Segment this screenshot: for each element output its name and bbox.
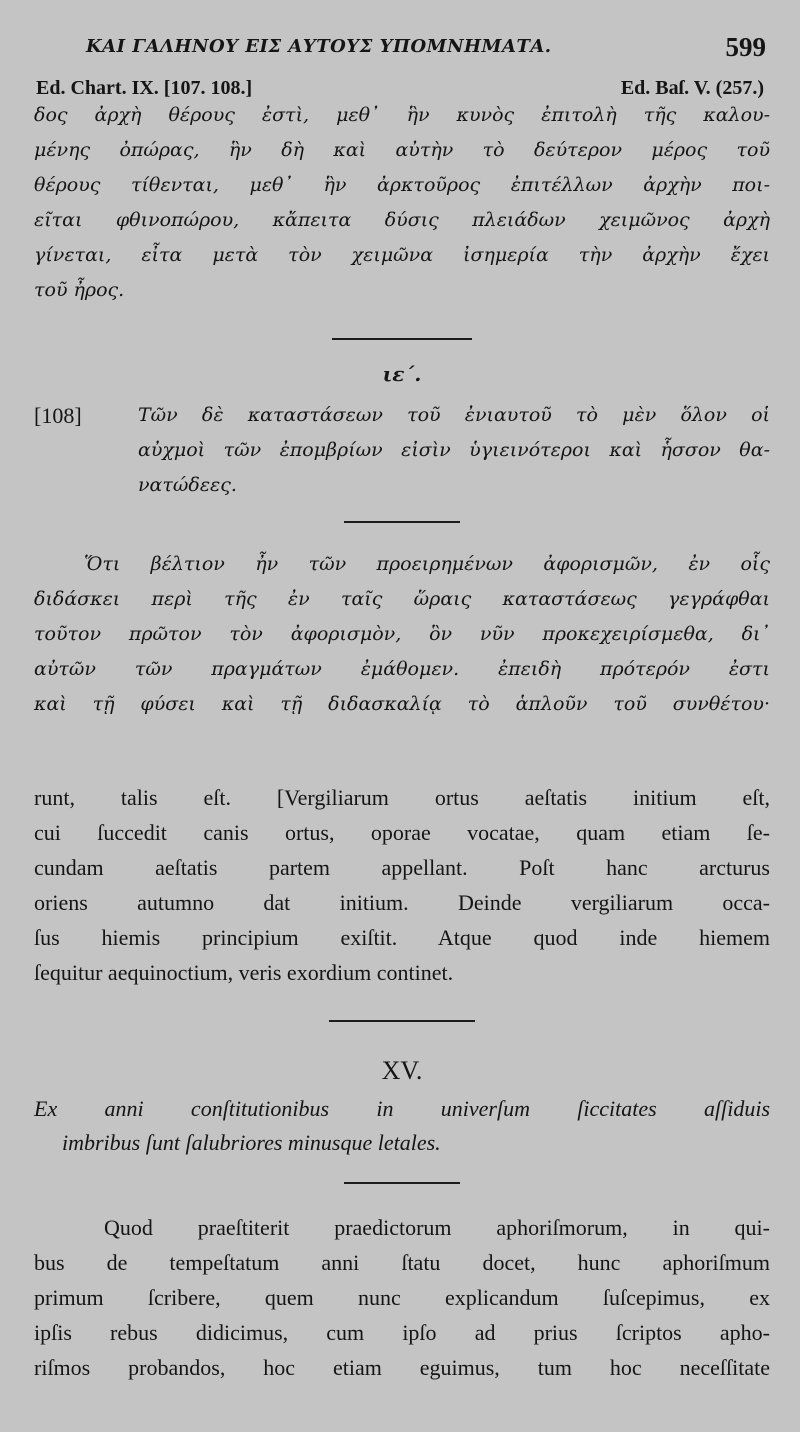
text-line: νατώδεες. — [138, 474, 237, 496]
text-line: Quod praeſtiterit praedictorum aphoriſmorum, in qui- — [104, 1215, 770, 1240]
text-line: εῖται φθινοπώρου, κἄπειτα δύσις πλειάδων χειμῶνος ἀρχὴ — [34, 209, 770, 231]
text-line: cui ſuccedit canis ortus, oporae vocatae, quam etiam ſe- — [34, 820, 770, 845]
page-number: 599 — [725, 32, 766, 62]
text-line: riſmos probandos, hoc etiam eguimus, tum hoc neceſſitate — [34, 1355, 770, 1380]
text-line: ſequitur aequinoctium, veris exordium continet. — [34, 960, 454, 985]
latin-section-number: XV. — [381, 1056, 423, 1085]
text-line: Τῶν δὲ καταστάσεων τοῦ ἐνιαυτοῦ τὸ μὲν ὅλον οἱ — [138, 404, 770, 426]
text-line: δος ἀρχὴ θέρους ἐστὶ, μεθ᾽ ἣν κυνὸς ἐπιτολὴ τῆς καλου- — [34, 104, 770, 126]
text-line: Ὅτι βέλτιον ἦν τῶν προειρημένων ἀφορισμῶν, ἐν οἷς — [84, 553, 770, 575]
section-divider — [332, 338, 472, 340]
text-line: τοῦ ἦρος. — [34, 279, 125, 301]
text-line: διδάσκει περὶ τῆς ἐν ταῖς ὥραις καταστάσεως γεγράφθαι — [34, 588, 770, 610]
text-line: αὐτῶν τῶν πραγμάτων ἐμάθομεν. ἐπειδὴ πρότερόν ἐστι — [34, 658, 770, 680]
latin-paragraph-1 — [34, 780, 770, 990]
greek-paragraph-1 — [34, 98, 770, 308]
text-line: Ex anni conſtitutionibus in univerſum ſiccitates aſſiduis — [34, 1096, 770, 1121]
page-marker: [108] — [34, 403, 82, 428]
latin-aphorism-heading — [34, 1092, 770, 1160]
text-line: primum ſcribere, quem nunc explicandum ſuſcepimus, ex — [34, 1285, 770, 1310]
greek-aphorism — [34, 398, 770, 503]
section-divider — [329, 1020, 475, 1022]
text-line: ipſis rebus didicimus, cum ipſo ad prius ſcriptos apho- — [34, 1320, 770, 1345]
text-line: cundam aeſtatis partem appellant. Poſt hanc arcturus — [34, 855, 770, 880]
text-line: γίνεται, εἶτα μετὰ τὸν χειμῶνα ἰσημερία τὴν ἀρχὴν ἔχει — [34, 244, 770, 266]
greek-aphorism-text — [138, 398, 770, 503]
text-line: τοῦτον πρῶτον τὸν ἀφορισμὸν, ὃν νῦν προκεχειρίσμεθα, δι᾽ — [34, 623, 770, 645]
text-line: μένης ὀπώρας, ἣν δὴ καὶ αὐτὴν τὸ δεύτερον μέρος τοῦ — [34, 139, 770, 161]
text-line: θέρους τίθενται, μεθ᾽ ἣν ἀρκτοῦρος ἐπιτέλλων ἀρχὴν ποι- — [34, 174, 770, 196]
greek-section-number: ιε΄. — [382, 362, 422, 386]
text-line: αὐχμοὶ τῶν ἐπομβρίων εἰσὶν ὑγιεινότεροι καὶ ἧσσον θα- — [138, 439, 770, 461]
running-title: ΚΑΙ ΓΑΛΗΝΟΥ ΕΙΣ ΑΥΤΟΥΣ ΥΠΟΜΝΗΜΑΤΑ. — [86, 36, 552, 57]
text-line: ſus hiemis principium exiſtit. Atque quod inde hiemem — [34, 925, 770, 950]
text-line: καὶ τῇ φύσει καὶ τῇ διδασκαλίᾳ τὸ ἁπλοῦν τοῦ συνθέτου· — [34, 693, 770, 715]
edition-reference-left: Ed. Chart. IX. [107. 108.] — [36, 77, 253, 99]
greek-paragraph-2 — [34, 547, 770, 722]
text-line: oriens autumno dat initium. Deinde vergiliarum occa- — [34, 890, 770, 915]
section-divider — [344, 1182, 460, 1184]
latin-paragraph-2 — [34, 1210, 770, 1385]
text-line: bus de tempeſtatum anni ſtatu docet, hunc aphoriſmum — [34, 1250, 770, 1275]
text-line: imbribus ſunt ſalubriores minusque letales. — [62, 1130, 441, 1155]
page-header — [34, 28, 770, 72]
section-divider — [344, 521, 460, 523]
edition-reference-right: Ed. Baſ. V. (257.) — [620, 77, 764, 99]
text-line: runt, talis eſt. [Vergiliarum ortus aeſtatis initium eſt, — [34, 785, 770, 810]
